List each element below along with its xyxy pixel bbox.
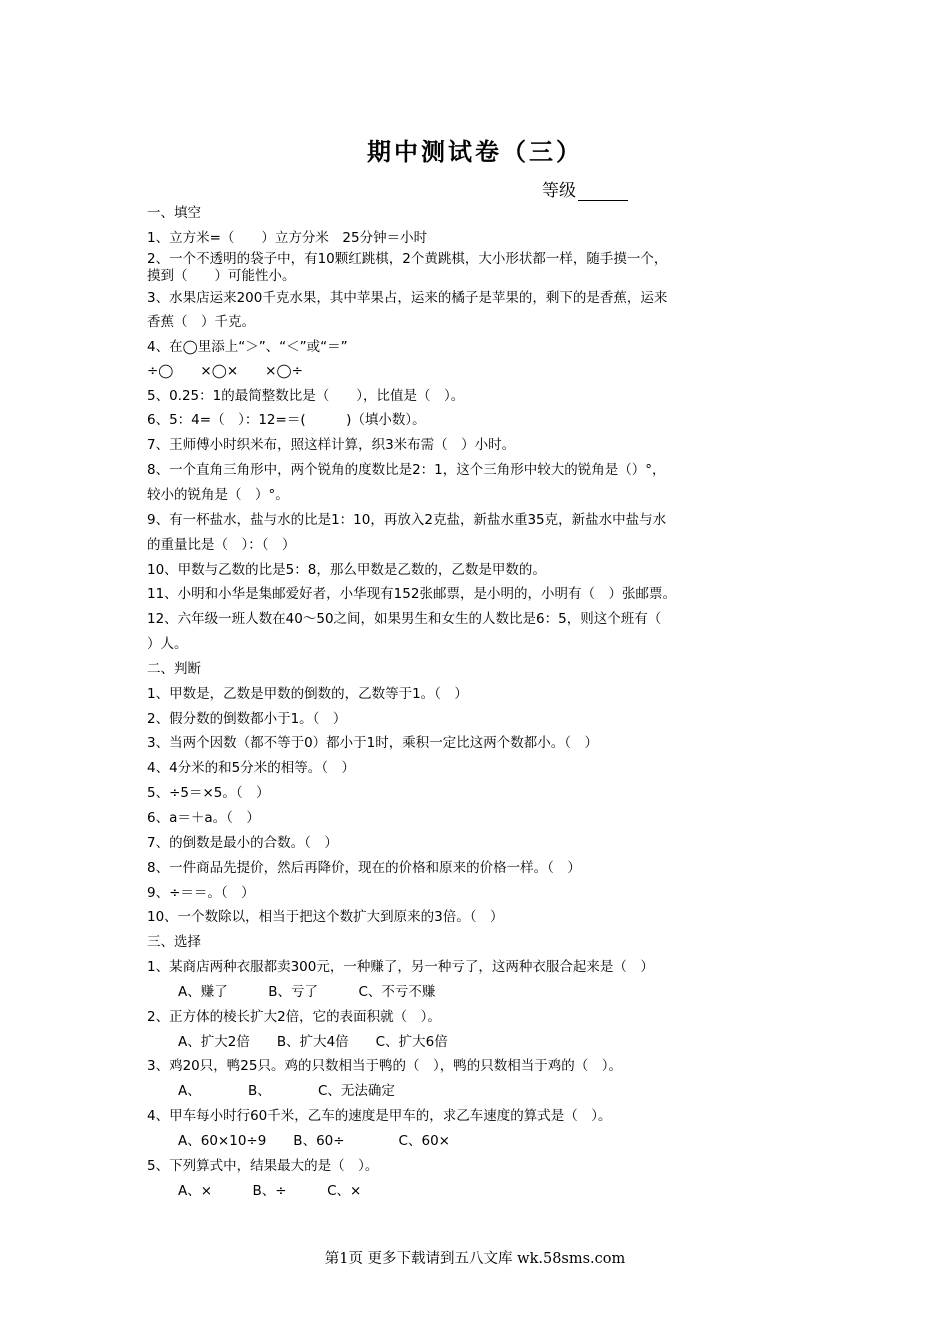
question-line: 5、0.25：1的最简整数比是（ ），比值是（ ）。 (147, 388, 465, 404)
question-line: 11、小明和小华是集邮爱好者，小华现有152张邮票，是小明的，小明有（ ）张邮票。 (147, 586, 676, 602)
answer-options: A、赚了 B、亏了 C、不亏不赚 (178, 984, 436, 1000)
answer-options: A、× B、÷ C、× (178, 1183, 362, 1199)
question-line: 香蕉（ ）千克。 (147, 314, 255, 330)
question-line: 3、水果店运来200千克水果，其中苹果占，运来的橘子是苹果的，剩下的是香蕉，运来 (147, 290, 668, 306)
section-heading: 一、填空 (147, 205, 201, 221)
question-line: 6、a＝＋a。（ ） (147, 810, 260, 826)
question-line: 1、某商店两种衣服都卖300元，一种赚了，另一种亏了，这两种衣服合起来是（ ） (147, 959, 654, 975)
question-line: 的重量比是（ ）：（ ） (147, 537, 296, 553)
question-line: 2、一个不透明的袋子中，有10颗红跳棋，2个黄跳棋，大小形状都一样，随手摸一个， (147, 251, 668, 267)
answer-options: A、 B、 C、无法确定 (178, 1083, 395, 1099)
question-line: 4、在◯里添上“＞”、“＜”或“＝” (147, 339, 348, 355)
page-footer: 第1页 更多下载请到五八文库 wk.58sms.com (324, 1251, 626, 1267)
question-line: 5、下列算式中，结果最大的是（ ）。 (147, 1158, 379, 1174)
answer-options: A、60×10÷9 B、60÷ C、60× (178, 1133, 450, 1149)
question-line: 9、÷＝＝。（ ） (147, 885, 255, 901)
grade-blank (578, 184, 628, 201)
question-line: 7、王师傅小时织米布，照这样计算，织3米布需（ ）小时。 (147, 437, 516, 453)
question-line: 5、÷5＝×5。（ ） (147, 785, 270, 801)
question-line: 3、当两个因数（都不等于0）都小于1时，乘积一定比这两个数都小。（ ） (147, 735, 599, 751)
question-line: 2、假分数的倒数都小于1。（ ） (147, 711, 347, 727)
question-line: 8、一件商品先提价，然后再降价，现在的价格和原来的价格一样。（ ） (147, 860, 581, 876)
question-line: 1、立方米=（ ）立方分米 25分钟＝小时 (147, 230, 428, 246)
question-line: 10、甲数与乙数的比是5：8，那么甲数是乙数的，乙数是甲数的。 (147, 562, 546, 578)
question-line: 摸到（ ）可能性小。 (147, 268, 296, 284)
question-line: 4、甲车每小时行60千米，乙车的速度是甲车的，求乙车速度的算式是（ ）。 (147, 1108, 612, 1124)
question-line: 2、正方体的棱长扩大2倍，它的表面积就（ ）。 (147, 1009, 441, 1025)
question-line: 12、六年级一班人数在40～50之间，如果男生和女生的人数比是6：5，则这个班有（ (147, 611, 662, 627)
question-line: ）人。 (147, 636, 188, 652)
question-line: 9、有一杯盐水，盐与水的比是1：10，再放入2克盐，新盐水重35克，新盐水中盐与水 (147, 512, 667, 528)
question-line: 较小的锐角是（ ）°。 (147, 487, 289, 503)
question-line: 3、鸡20只，鸭25只。鸡的只数相当于鸭的（ ），鸭的只数相当于鸡的（ ）。 (147, 1058, 622, 1074)
section-heading: 二、判断 (147, 661, 201, 677)
question-line: ÷◯ ×◯× ×◯÷ (147, 363, 303, 379)
question-line: 8、一个直角三角形中，两个锐角的度数比是2：1，这个三角形中较大的锐角是（）°， (147, 462, 666, 478)
question-line: 7、的倒数是最小的合数。（ ） (147, 835, 338, 851)
section-heading: 三、选择 (147, 934, 201, 950)
question-line: 6、5：4=（ ）：12=＝( )（填小数）。 (147, 412, 426, 428)
grade-field (542, 176, 628, 201)
page-title: 期中测试卷（三） (367, 137, 583, 166)
answer-options: A、扩大2倍 B、扩大4倍 C、扩大6倍 (178, 1034, 448, 1050)
question-line: 1、甲数是，乙数是甲数的倒数的，乙数等于1。（ ） (147, 686, 468, 702)
question-line: 10、一个数除以，相当于把这个数扩大到原来的3倍。（ ） (147, 909, 504, 925)
grade-label: 等级 (542, 181, 576, 201)
question-line: 4、4分米的和5分米的相等。（ ） (147, 760, 356, 776)
